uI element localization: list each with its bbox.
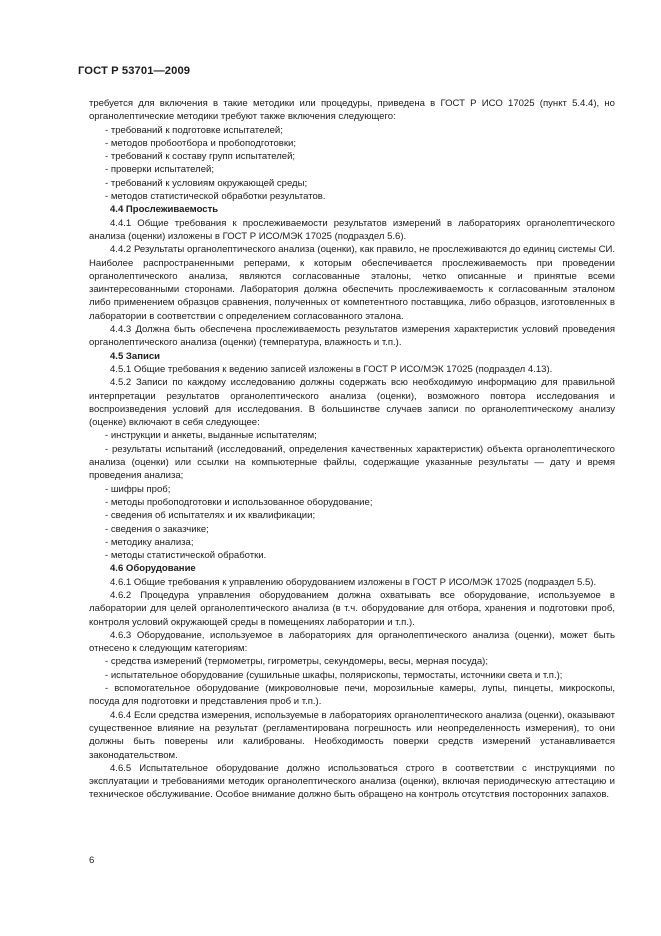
paragraph: 4.6.4 Если средства измерения, используемые в лабораториях органолептического анализа (оценки), оказывают существенное влияние на результат (регламентирована погрешность или неопределенность измерения), то они должны быть поверены или калиброваны. Необходимость поверки средств измерений устанавливается законодательством. (89, 709, 615, 761)
paragraph: 4.4.3 Должна быть обеспечена прослеживаемость результатов измерения характеристик условий проведения органолептического анализа (оценки) (температура, влажность и т.п.). (89, 324, 615, 349)
paragraph: 4.4.1 Общие требования к прослеживаемости результатов измерений в лабораториях органолептического анализа (оценки) изложены в ГОСТ Р ИСО/МЭК 17025 (подраздел 5.6). (89, 217, 615, 242)
paragraph: 4.5.1 Общие требования к ведению записей изложены в ГОСТ Р ИСО/МЭК 17025 (подраздел 4.13). (110, 363, 553, 375)
list-item: - сведения об испытателях и их квалификации; (105, 510, 316, 522)
list-item: - шифры проб; (105, 483, 171, 495)
list-item: - вспомогательное оборудование (микроволновые печи, морозильные камеры, лупы, пинцеты, микроскопы, посуда для подготовки и представления проб и т.п.). (89, 683, 615, 708)
page-number: 6 (89, 855, 95, 866)
paragraph: 4.5.2 Записи по каждому исследованию должны содержать всю необходимую информацию для правильной интерпретации результатов органолептического анализа (оценки), возможного повтора исследования и воспроизведения условий для исследования. В большинстве случаев записи по органолептическому анализу (оценке) включают в себя следующее: (89, 377, 615, 429)
list-item: - инструкции и анкеты, выданные испытателям; (105, 430, 317, 442)
list-item: - методы статистической обработки. (105, 550, 267, 562)
list-item: - требований к подготовке испытателей; (105, 124, 283, 136)
section-heading: 4.6 Оборудование (110, 563, 196, 575)
section-heading: 4.5 Записи (110, 350, 161, 362)
list-item: - методику анализа; (105, 536, 194, 548)
document-body (89, 97, 615, 802)
paragraph: 4.4.2 Результаты органолептического анализа (оценки), как правило, не прослеживаются до единиц системы СИ. Наиболее распространенными реперами, к которым обеспечивается прослеживаемость при проведении органолептического анализа, являются согласованные эталоны, четко описанные и принятые всеми заинтересованными сторонами. Лаборатория должна обеспечить прослеживаемость к согласованным эталоном либо применением образцов сравнения, полученных от компетентного поставщика, либо образцов, изготовленных в лаборатории в соответствии с определением согласованного эталона. (89, 244, 615, 322)
list-item: - испытательное оборудование (сушильные шкафы, полярископы, термостаты, источники света и т.п.); (105, 669, 563, 681)
list-item: - проверки испытателей; (105, 164, 214, 176)
list-item: - методов статистической обработки результатов. (105, 191, 326, 203)
list-item: - требований к условиям окружающей среды; (105, 177, 308, 189)
list-item: - сведения о заказчике; (105, 523, 209, 535)
document-header: ГОСТ Р 53701—2009 (78, 65, 191, 77)
list-item: - средства измерений (термометры, гигрометры, секундомеры, весы, мерная посуда); (105, 656, 488, 668)
list-item: - результаты испытаний (исследований, определения качественных характеристик) объекта органолептического анализа (оценки) или ссылки на компьютерные файлы, содержащие указанные результаты — дату и время проведения анализа; (89, 443, 615, 482)
list-item: - методы пробоподготовки и использованное оборудование; (105, 496, 373, 508)
paragraph: 4.6.5 Испытательное оборудование должно использоваться строго в соответствии с инструкциями по эксплуатации и требованиями методик органолептического анализа (оценки), включая периодическую аттестацию и техническое обслуживание. Особое внимание должно быть обращено на контроль отсутствия посторонних запахов. (89, 762, 615, 801)
paragraph: 4.6.1 Общие требования к управлению оборудованием изложены в ГОСТ Р ИСО/МЭК 17025 (подраздел 5.5). (110, 576, 597, 588)
paragraph: 4.6.2 Процедура управления оборудованием должна охватывать все оборудование, используемое в лаборатории для целей органолептического анализа (в т.ч. оборудование для отбора, хранения и подготовки проб, контроля условий окружающей среды в помещениях лаборатории и т.п.). (89, 589, 615, 628)
paragraph: 4.6.3 Оборудование, используемое в лабораториях для органолептического анализа (оценки), может быть отнесено к следующим категориям: (89, 629, 615, 655)
section-heading: 4.4 Прослеживаемость (110, 204, 219, 216)
list-item: - методов пробоотбора и пробоподготовки; (105, 137, 297, 149)
list-item: - требований к составу групп испытателей; (105, 151, 296, 163)
paragraph: требуется для включения в такие методики или процедуры, приведена в ГОСТ Р ИСО 17025 (пункт 5.4.4), но органолептические методики требуют также включения следующего: (89, 98, 615, 123)
